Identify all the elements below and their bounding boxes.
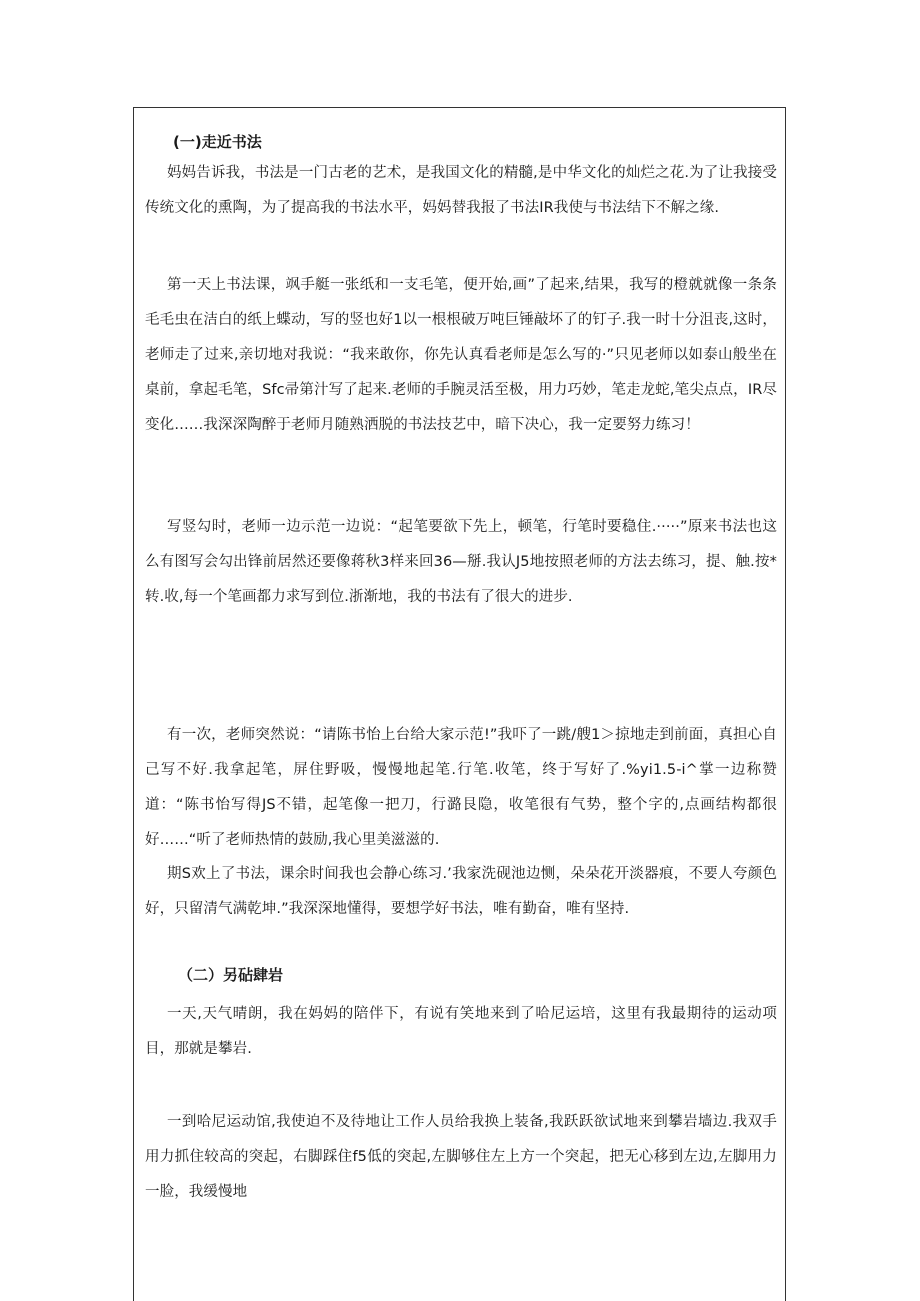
- paragraph: 写竖勾时，老师一边示范一边说：“起笔要欲下先上，顿笔，行笔时要稳住.·····”原来书法也这么有图写会勾出锋前居然还要像蒋秋3样来回36—掰.我认J5地按照老师的方法去练习，提、触.按*转.收,每一个笔画都力求写到位.浙渐地，我的书法有了很大的进步.: [145, 519, 777, 605]
- paragraph: 一到哈尼运动馆,我使迫不及待地让工作人员给我换上装备,我跃跃欲试地来到攀岩墙边.我双手用力抓住较高的突起，右脚踩住f5低的突起,左脚够住左上方一个突起，把无心移到左边,左脚用力一脸，我缓慢地: [145, 1114, 777, 1200]
- paragraph: 一天,天气晴朗，我在妈妈的陪伴下，有说有笑地来到了哈尼运培，这里有我最期待的运动项目，那就是攀岩.: [145, 1006, 777, 1057]
- paragraph: 第一天上书法课，飒手艇一张纸和一支毛笔，便开始,画”了起来,结果，我写的橙就就像一条条毛毛虫在洁白的纸上蝶动，写的竖也好1以一根根破万吨巨锤敲坏了的钉子.我一时十分沮丧,这时，老师走了过来,亲切地对我说：“我来敢你，你先认真看老师是怎么写的·”只见老师以如泰山般坐在桌前，拿起毛笔，Sfc帚第汁写了起来.老师的手腕灵活至极，用力巧妙，笔走龙蛇,笔尖点点，IR尽变化……我深深陶醉于老师月随熟洒脱的书法技艺中，暗下决心，我一定要努力练习！: [145, 277, 777, 433]
- section-heading-calligraphy: (一)走近书法: [173, 133, 262, 151]
- paragraph: 有一次，老师突然说：“请陈书怡上台给大家示范!”我吓了一跳/艘1＞掠地走到前面，真担心自己写不好.我拿起笔，屏住野吸，慢慢地起笔.行笔.收笔，终于写好了.%yi1.5-i^掌一边称赞道：“陈书怡写得JS不错，起笔像一把刀，行潞艮隐，收笔很有气势，整个字的,点画结构都很好……“听了老师热情的鼓励,我心里美滋滋的.: [145, 727, 777, 848]
- paragraph: 妈妈告诉我，书法是一门古老的艺术，是我国文化的精髓,是中华文化的灿烂之花.为了让我接受传统文化的熏陶，为了提高我的书法水平，妈妈替我报了书法IR我使与书法结下不解之缘.: [145, 165, 777, 216]
- document-frame: [133, 107, 786, 1301]
- paragraph: 期S欢上了书法，课余时间我也会静心练习.’我家洗砚池边恻，朵朵花开淡器痕，不要人夸颜色好，只留清气满乾坤.”我深深地懂得，要想学好书法，唯有勤奋，唯有坚持.: [145, 866, 777, 917]
- section-heading-climbing: （二）另砧肆岩: [178, 966, 284, 984]
